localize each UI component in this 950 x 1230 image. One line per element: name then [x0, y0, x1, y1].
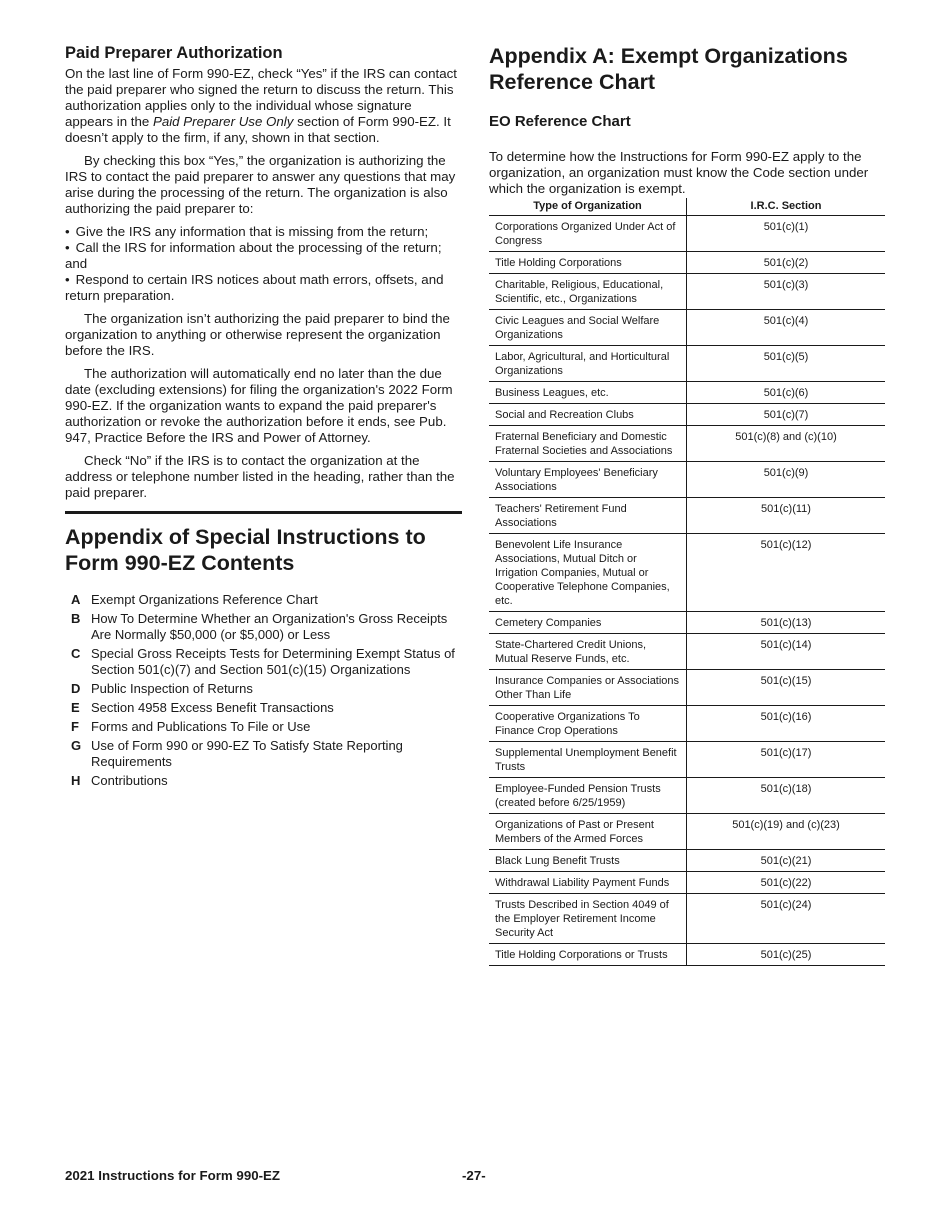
contents-item	[65, 681, 462, 697]
irc-section-cell: 501(c)(11)	[687, 498, 886, 534]
table-row	[489, 462, 885, 498]
irc-section-cell: 501(c)(4)	[687, 310, 886, 346]
contents-item	[65, 646, 462, 678]
irc-section-cell: 501(c)(12)	[687, 534, 886, 612]
table-row	[489, 612, 885, 634]
contents-letter: E	[71, 700, 80, 715]
contents-text: How To Determine Whether an Organization's Gross Receipts Are Normally $50,000 (or $5,000) or Less	[91, 611, 448, 642]
appendix-contents-list	[65, 592, 462, 789]
footer-document-title: 2021 Instructions for Form 990-EZ	[65, 1168, 281, 1183]
table-row	[489, 498, 885, 534]
contents-text: Contributions	[91, 773, 168, 788]
irc-section-cell: 501(c)(7)	[687, 404, 886, 426]
table-row	[489, 670, 885, 706]
organization-type-cell: Employee-Funded Pension Trusts (created before 6/25/1959)	[489, 778, 687, 814]
organization-type-cell: Benevolent Life Insurance Associations, Mutual Ditch or Irrigation Companies, Mutual or Cooperative Telephone Companies, etc.	[489, 534, 687, 612]
section-divider	[65, 511, 462, 514]
organization-type-cell: Business Leagues, etc.	[489, 382, 687, 404]
table-row	[489, 216, 885, 252]
paid-preparer-use-only-emphasis: Paid Preparer Use Only	[152, 114, 294, 129]
organization-type-cell: Withdrawal Liability Payment Funds	[489, 872, 687, 894]
organization-type-cell: Supplemental Unemployment Benefit Trusts	[489, 742, 687, 778]
irc-section-cell: 501(c)(21)	[687, 850, 886, 872]
organization-type-cell: Charitable, Religious, Educational, Scientific, etc., Organizations	[489, 274, 687, 310]
organization-type-cell: Cemetery Companies	[489, 612, 687, 634]
organization-type-cell: Teachers' Retirement Fund Associations	[489, 498, 687, 534]
table-row	[489, 894, 885, 944]
table-row	[489, 404, 885, 426]
table-body	[489, 216, 885, 966]
bullet-item: • Give the IRS any information that is missing from the return;	[65, 224, 462, 240]
contents-text: Use of Form 990 or 990-EZ To Satisfy State Reporting Requirements	[91, 738, 403, 769]
irc-section-cell: 501(c)(18)	[687, 778, 886, 814]
contents-text: Special Gross Receipts Tests for Determining Exempt Status of Section 501(c)(7) and Section 501(c)(15) Organizations	[91, 646, 455, 677]
organization-type-cell: Corporations Organized Under Act of Congress	[489, 216, 687, 252]
organization-type-cell: Trusts Described in Section 4049 of the Employer Retirement Income Security Act	[489, 894, 687, 944]
table-row	[489, 742, 885, 778]
appendix-a-heading: Appendix A: Exempt Organizations Reference Chart	[489, 44, 848, 94]
table-row	[489, 778, 885, 814]
eo-reference-chart-heading: EO Reference Chart	[489, 113, 631, 130]
contents-text: Section 4958 Excess Benefit Transactions	[91, 700, 334, 715]
irc-section-cell: 501(c)(2)	[687, 252, 886, 274]
irc-section-cell: 501(c)(9)	[687, 462, 886, 498]
contents-letter: D	[71, 681, 81, 696]
contents-text: Exempt Organizations Reference Chart	[91, 592, 318, 607]
paid-preparer-paragraph-5: Check “No” if the IRS is to contact the organization at the address or telephone number listed in the heading, rather than the paid preparer.	[65, 453, 455, 500]
table-row	[489, 814, 885, 850]
table-row	[489, 706, 885, 742]
authorization-bullet-list	[65, 224, 462, 304]
table-header-row	[489, 198, 885, 216]
organization-type-cell: State-Chartered Credit Unions, Mutual Reserve Funds, etc.	[489, 634, 687, 670]
irc-section-cell: 501(c)(5)	[687, 346, 886, 382]
contents-text: Forms and Publications To File or Use	[91, 719, 311, 734]
organization-type-cell: Labor, Agricultural, and Horticultural Organizations	[489, 346, 687, 382]
irc-section-cell: 501(c)(15)	[687, 670, 886, 706]
header-type-of-organization: Type of Organization	[489, 198, 687, 216]
irc-section-cell: 501(c)(24)	[687, 894, 886, 944]
table-row	[489, 850, 885, 872]
organization-type-cell: Social and Recreation Clubs	[489, 404, 687, 426]
appendix-contents-heading: Appendix of Special Instructions to Form 990-EZ Contents	[65, 525, 426, 575]
irc-section-cell: 501(c)(14)	[687, 634, 886, 670]
contents-text: Public Inspection of Returns	[91, 681, 253, 696]
eo-reference-table	[489, 198, 885, 966]
irc-section-cell: 501(c)(3)	[687, 274, 886, 310]
contents-item	[65, 773, 462, 789]
contents-item	[65, 738, 462, 770]
organization-type-cell: Voluntary Employees' Beneficiary Associations	[489, 462, 687, 498]
organization-type-cell: Cooperative Organizations To Finance Crop Operations	[489, 706, 687, 742]
irc-section-cell: 501(c)(19) and (c)(23)	[687, 814, 886, 850]
contents-item	[65, 611, 462, 643]
organization-type-cell: Insurance Companies or Associations Other Than Life	[489, 670, 687, 706]
contents-item	[65, 700, 462, 716]
paid-preparer-heading: Paid Preparer Authorization	[65, 44, 283, 62]
table-row	[489, 944, 885, 966]
table-row	[489, 634, 885, 670]
paid-preparer-paragraph-1: On the last line of Form 990-EZ, check “Yes” if the IRS can contact the paid preparer who signed the return to discuss the return. This authorization applies only to the individual whose signature appears in the Paid Preparer Use Only section of Form 990-EZ. It doesn’t apply to the firm, if any, shown in that section.	[65, 66, 457, 145]
table-row	[489, 310, 885, 346]
bullet-item: • Call the IRS for information about the processing of the return; and	[65, 240, 462, 272]
irc-section-cell: 501(c)(6)	[687, 382, 886, 404]
right-column	[489, 43, 885, 966]
bullet-item: • Respond to certain IRS notices about math errors, offsets, and return preparation.	[65, 272, 462, 304]
contents-letter: F	[71, 719, 79, 734]
contents-item	[65, 719, 462, 735]
table-row	[489, 426, 885, 462]
paid-preparer-paragraph-2: By checking this box “Yes,” the organization is authorizing the IRS to contact the paid preparer to answer any questions that may arise during the processing of the return. The organization is also authorizing the paid preparer to:	[65, 153, 456, 216]
left-column	[65, 43, 462, 792]
contents-letter: C	[71, 646, 81, 661]
table-row	[489, 872, 885, 894]
table-row	[489, 274, 885, 310]
irc-section-cell: 501(c)(13)	[687, 612, 886, 634]
contents-letter: H	[71, 773, 81, 788]
contents-letter: B	[71, 611, 81, 626]
organization-type-cell: Black Lung Benefit Trusts	[489, 850, 687, 872]
table-row	[489, 382, 885, 404]
irc-section-cell: 501(c)(8) and (c)(10)	[687, 426, 886, 462]
organization-type-cell: Organizations of Past or Present Members of the Armed Forces	[489, 814, 687, 850]
irc-section-cell: 501(c)(22)	[687, 872, 886, 894]
eo-intro-paragraph: To determine how the Instructions for Form 990-EZ apply to the organization, an organization must know the Code section under which the organization is exempt.	[489, 149, 869, 196]
table-row	[489, 346, 885, 382]
irc-section-cell: 501(c)(17)	[687, 742, 886, 778]
organization-type-cell: Title Holding Corporations or Trusts	[489, 944, 687, 966]
footer-page-number: -27-	[462, 1168, 486, 1183]
table-row	[489, 534, 885, 612]
contents-item	[65, 592, 462, 608]
organization-type-cell: Fraternal Beneficiary and Domestic Fraternal Societies and Associations	[489, 426, 687, 462]
header-irc-section: I.R.C. Section	[687, 198, 886, 216]
irc-section-cell: 501(c)(1)	[687, 216, 886, 252]
paid-preparer-paragraph-4: The authorization will automatically end no later than the due date (excluding extensions) for filing the organization's 2022 Form 990-EZ. If the organization wants to expand the paid preparer's authorization or revoke the authorization before it ends, see Pub. 947, Practice Before the IRS and Power of Attorney.	[65, 366, 453, 445]
table-row	[489, 252, 885, 274]
contents-letter: A	[71, 592, 81, 607]
organization-type-cell: Civic Leagues and Social Welfare Organizations	[489, 310, 687, 346]
irc-section-cell: 501(c)(16)	[687, 706, 886, 742]
irc-section-cell: 501(c)(25)	[687, 944, 886, 966]
contents-letter: G	[71, 738, 82, 753]
organization-type-cell: Title Holding Corporations	[489, 252, 687, 274]
paid-preparer-paragraph-3: The organization isn’t authorizing the paid preparer to bind the organization to anything or otherwise represent the organization before the IRS.	[65, 311, 450, 358]
